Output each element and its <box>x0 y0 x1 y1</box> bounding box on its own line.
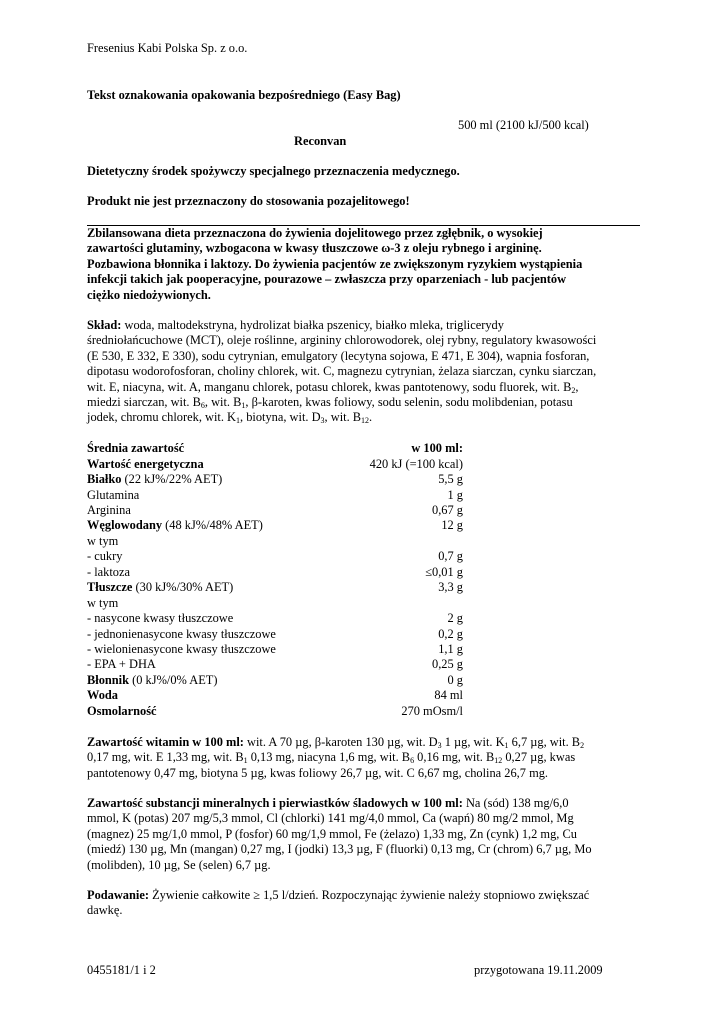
nutrient-name: - cukry <box>87 549 123 563</box>
composition-text: (E 530, E 332, E 330), sodu cytrynian, emulgatory (lecytyna sojowa, E 471, E 304), wapnia fosforan, <box>87 348 590 363</box>
nutrient-value: 0,2 g <box>438 627 463 641</box>
composition-text: wit. E, niacyna, wit. A, manganu chlorek, potasu chlorek, kwas pantotenowy, sodu fluorek, wit. B <box>87 379 572 394</box>
nutrient-name: Woda <box>87 688 118 702</box>
administration-label: Podawanie: <box>87 888 149 902</box>
nutrient-value: 0,7 g <box>438 549 463 563</box>
composition-text: , wit. B <box>204 395 242 410</box>
nutrient-name: - laktoza <box>87 565 130 579</box>
nutrient-name: - nasycone kwasy tłuszczowe <box>87 611 234 625</box>
nutrient-value: ≤0,01 g <box>425 565 463 579</box>
composition-text: miedzi siarczan, wit. B <box>87 395 201 410</box>
nutrient-value: 84 ml <box>434 688 463 702</box>
nutrition-row <box>87 642 463 657</box>
nutrient-name: Osmolarność <box>87 704 157 718</box>
nutrient-name: Glutamina <box>87 488 140 502</box>
nutrition-row <box>87 596 463 611</box>
vitamins-text: 6,7 µg, wit. B <box>508 735 581 749</box>
minerals-text: (miedź) 130 µg, Mn (mangan) 0,27 mg, I (jodki) 13,3 µg, F (fluorki) 0,13 mg, Cr (chrom) 6,7 µg, Mo <box>87 842 592 857</box>
nutrition-row <box>87 673 463 688</box>
nutrition-row <box>87 688 463 703</box>
nutrient-name: - EPA + DHA <box>87 657 156 671</box>
minerals-text: (magnez) 25 mg/1,0 mmol, P (fosfor) 60 mg/1,9 mmol, Fe (żelazo) 1,33 mg, Zn (cynk) 1,2 mg, Cu <box>87 826 577 841</box>
nutrient-value: 1,1 g <box>438 642 463 656</box>
subscript: 1 <box>241 401 246 411</box>
subscript: 1 <box>243 756 248 766</box>
subscript: 2 <box>571 385 576 395</box>
nutrient-name: - jednonienasycone kwasy tłuszczowe <box>87 627 276 641</box>
vitamins-text: 0,27 µg, kwas <box>502 750 576 765</box>
nutrition-row <box>87 518 463 533</box>
administration-text: Żywienie całkowite ≥ 1,5 l/dzień. Rozpoczynając żywienie należy stopniowo zwiększać <box>148 888 590 902</box>
nutrition-row <box>87 472 463 487</box>
description-line: Pozbawiona błonnika i laktozy. Do żywienia pacjentów ze zwiększonym ryzykiem wystąpienia <box>87 256 583 271</box>
composition-text: dipotasu wodorofosforan, choliny chlorek, wit. C, magnezu cytrynian, żelaza siarczan, cynku siarczan, <box>87 364 597 379</box>
footer-prepared-date: przygotowana 19.11.2009 <box>474 963 603 977</box>
subscript: 6 <box>200 401 205 411</box>
minerals-text: Na (sód) 138 mg/6,0 <box>462 796 569 810</box>
nutrient-name: w tym <box>87 596 119 610</box>
description-line: ciężko niedożywionych. <box>87 287 211 302</box>
footer-doc-id: 0455181/1 i 2 <box>87 963 156 977</box>
subscript: 2 <box>580 741 585 750</box>
minerals-text: mmol, K (potas) 207 mg/5,3 mmol, Cl (chlorki) 141 mg/4,0 mmol, Ca (wapń) 80 mg/2 mmol, Mg <box>87 811 574 826</box>
administration-section <box>87 888 647 919</box>
nutrition-row <box>87 580 463 595</box>
composition-label: Skład: <box>87 318 122 332</box>
nutrient-value: 0,25 g <box>432 657 463 671</box>
product-description <box>87 226 647 303</box>
description-line: Zbilansowana dieta przeznaczona do żywienia dojelitowego przez zgłębnik, o wysokiej <box>87 226 543 240</box>
subscript: 3 <box>320 416 325 426</box>
subscript: 6 <box>410 756 415 766</box>
nutrient-name: Wartość energetyczna <box>87 457 204 471</box>
nutrient-name: Węglowodany <box>87 518 163 532</box>
minerals-section <box>87 796 647 873</box>
nutrient-value: 0,67 g <box>432 503 463 517</box>
vitamins-text: wit. A 70 µg, β-karoten 130 µg, wit. D <box>243 735 438 749</box>
nutrition-header-label: Średnia zawartość <box>87 441 185 455</box>
subscript: 1 <box>504 741 509 750</box>
dietary-statement: Dietetyczny środek spożywczy specjalnego przeznaczenia medycznego. <box>87 164 460 178</box>
administration-text: dawkę. <box>87 903 123 918</box>
minerals-label: Zawartość substancji mineralnych i pierwiastków śladowych w 100 ml: <box>87 796 463 810</box>
nutrient-value: 12 g <box>441 518 463 532</box>
composition-text: , β-karoten, kwas foliowy, sodu selenin, sodu molibdenian, potasu <box>245 395 573 410</box>
nutrient-energy-share: (30 kJ%/30% AET) <box>132 580 234 594</box>
nutrition-row <box>87 627 463 642</box>
subscript: 12 <box>361 416 370 426</box>
document-title: Tekst oznakowania opakowania bezpośredniego (Easy Bag) <box>87 88 401 102</box>
composition-text: . <box>369 410 373 425</box>
description-line: zawartości glutaminy, wzbogacona w kwasy tłuszczowe ω-3 z oleju rybnego i argininę. <box>87 241 542 256</box>
warning-statement: Produkt nie jest przeznaczony do stosowania pozajelitowego! <box>87 194 410 208</box>
nutrition-row <box>87 457 463 472</box>
composition-text: jodek, chromu chlorek, wit. K <box>87 410 236 425</box>
nutrient-value: 5,5 g <box>438 472 463 486</box>
composition-section <box>87 318 647 426</box>
nutrition-row <box>87 657 463 672</box>
vitamins-section <box>87 735 647 781</box>
nutrition-header-value: w 100 ml: <box>411 441 463 455</box>
nutrition-row <box>87 549 463 564</box>
nutrient-value: 0 g <box>447 673 463 687</box>
nutrient-value: 1 g <box>447 488 463 502</box>
subscript: 1 <box>236 416 240 426</box>
company-header: Fresenius Kabi Polska Sp. z o.o. <box>87 41 248 55</box>
nutrient-name: Białko <box>87 472 122 486</box>
nutrient-energy-share: (22 kJ%/22% AET) <box>121 472 223 486</box>
composition-text: woda, maltodekstryna, hydrolizat białka pszenicy, białko mleka, triglicerydy <box>121 318 504 332</box>
nutrition-row <box>87 565 463 580</box>
nutrient-name: Arginina <box>87 503 131 517</box>
vitamins-text: pantotenowy 0,47 mg, biotyna 5 µg, kwas foliowy 26,7 µg, wit. C 6,67 mg, cholina 26,7 mg. <box>87 765 548 780</box>
vitamins-text: 0,17 mg, wit. E 1,33 mg, wit. B <box>87 750 244 765</box>
nutrient-name: Błonnik <box>87 673 130 687</box>
nutrient-energy-share: (48 kJ%/48% AET) <box>162 518 263 532</box>
composition-text: , <box>575 379 579 394</box>
nutrition-row <box>87 503 463 518</box>
product-name: Reconvan <box>294 134 347 148</box>
composition-text: średniołańcuchowe (MCT), oleje roślinne, argininy chlorowodorek, olej rybny, regulatory kwasowości <box>87 333 597 348</box>
composition-text: , wit. B <box>324 410 362 425</box>
minerals-text: (molibden), 10 µg, Se (selen) 6,7 µg. <box>87 857 271 872</box>
nutrient-value: 420 kJ (=100 kcal) <box>369 457 463 471</box>
nutrition-row <box>87 704 463 719</box>
nutrient-energy-share: (0 kJ%/0% AET) <box>129 673 218 687</box>
subscript: 3 <box>437 741 442 750</box>
nutrient-value: 270 mOsm/l <box>401 704 463 718</box>
nutrient-name: - wielonienasycone kwasy tłuszczowe <box>87 642 276 656</box>
subscript: 12 <box>494 756 503 766</box>
vitamins-label: Zawartość witamin w 100 ml: <box>87 735 244 749</box>
composition-text: , biotyna, wit. D <box>240 410 321 425</box>
vitamins-text: 0,16 mg, wit. B <box>414 750 495 765</box>
nutrient-name: w tym <box>87 534 119 548</box>
nutrition-row <box>87 488 463 503</box>
description-line: infekcji takich jak pooperacyjne, pourazowe – zwłaszcza przy oparzeniach - lub pacjentów <box>87 272 567 287</box>
nutrition-header <box>87 441 463 456</box>
vitamins-text: 0,13 mg, niacyna 1,6 mg, wit. B <box>247 750 411 765</box>
nutrition-row <box>87 611 463 626</box>
nutrient-name: Tłuszcze <box>87 580 133 594</box>
vitamins-text: 1 µg, wit. K <box>441 735 505 749</box>
nutrient-value: 2 g <box>447 611 463 625</box>
nutrient-value: 3,3 g <box>438 580 463 594</box>
nutrition-row <box>87 534 463 549</box>
volume-info: 500 ml (2100 kJ/500 kcal) <box>458 118 589 132</box>
